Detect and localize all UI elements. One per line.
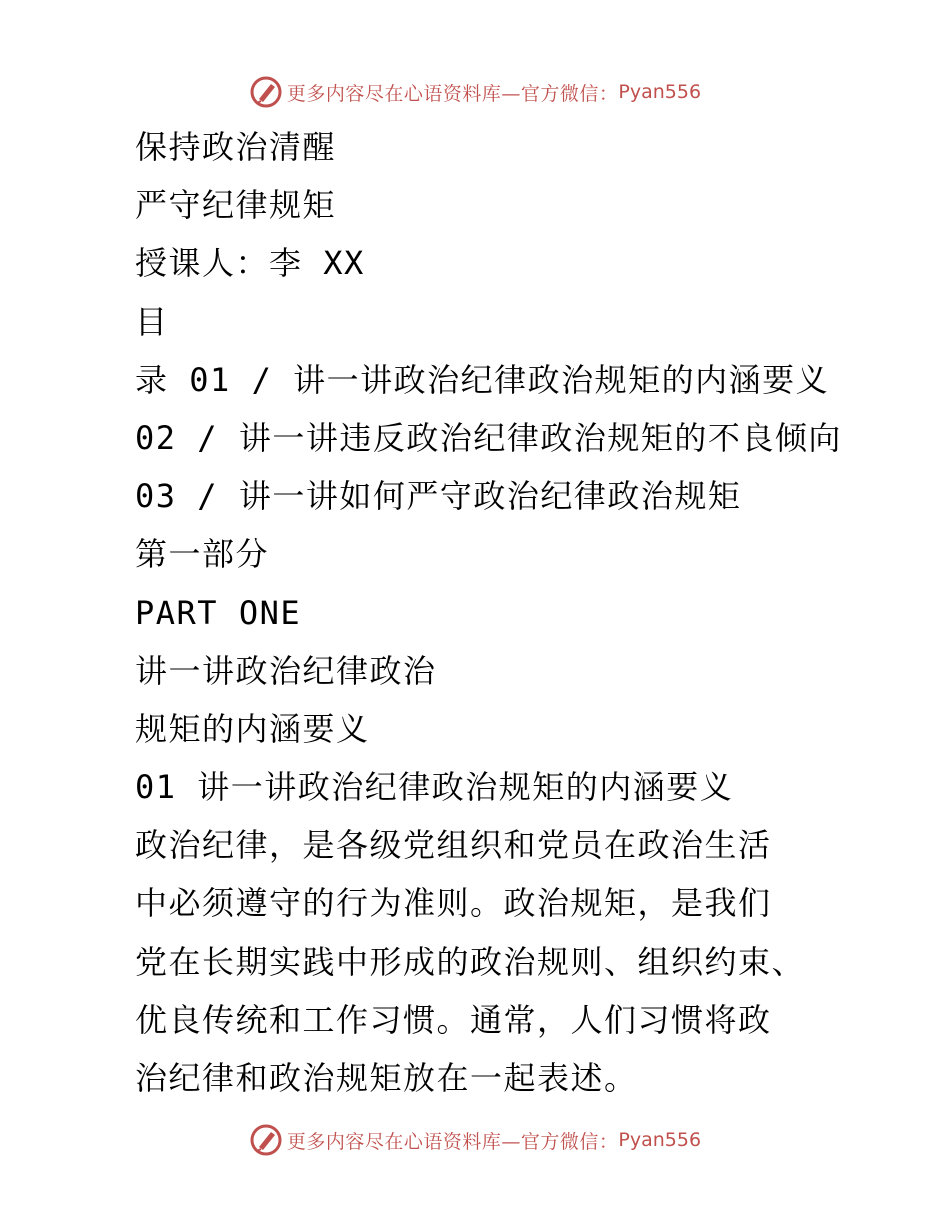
- section-title-2: 规矩的内涵要义: [135, 709, 370, 748]
- section-label-en: PART ONE: [135, 593, 302, 632]
- document-body: [135, 118, 915, 1107]
- subsection-heading: 01 讲一讲政治纪律政治规矩的内涵要义: [135, 768, 734, 807]
- toc-heading-1: 目: [135, 302, 169, 341]
- header-watermark: [0, 70, 950, 114]
- watermark-wechat-id: Pyan556: [618, 81, 702, 103]
- seal-pen-logo-icon: [249, 1123, 283, 1157]
- section-label: 第一部分: [135, 535, 270, 574]
- lecturer-line: 授课人：李 XX: [135, 244, 365, 283]
- watermark-text: 更多内容尽在心语资料库—官方微信：: [286, 1130, 619, 1153]
- paragraph-line: 中必须遵守的行为准则。政治规矩，是我们: [135, 884, 772, 923]
- paragraph-line: 党在长期实践中形成的政治规则、组织约束、: [135, 942, 806, 981]
- title-line-1: 保持政治清醒: [135, 128, 337, 166]
- section-title-1: 讲一讲政治纪律政治: [135, 651, 437, 690]
- footer-watermark: [0, 1118, 950, 1162]
- toc-item-3: 03 / 讲一讲如何严守政治纪律政治规矩: [135, 477, 742, 516]
- toc-item-1: 录 01 / 讲一讲政治纪律政治规矩的内涵要义: [135, 360, 830, 399]
- watermark-text: 更多内容尽在心语资料库—官方微信：: [286, 82, 619, 105]
- paragraph-line: 优良传统和工作习惯。通常，人们习惯将政: [135, 1000, 772, 1039]
- toc-item-2: 02 / 讲一讲违反政治纪律政治规矩的不良倾向: [135, 418, 842, 457]
- seal-pen-logo-icon: [249, 75, 283, 109]
- paragraph-line: 政治纪律，是各级党组织和党员在政治生活: [135, 826, 772, 865]
- title-line-2: 严守纪律规矩: [135, 186, 337, 225]
- watermark-wechat-id: Pyan556: [618, 1129, 702, 1151]
- paragraph-line: 治纪律和政治规矩放在一起表述。: [135, 1059, 638, 1097]
